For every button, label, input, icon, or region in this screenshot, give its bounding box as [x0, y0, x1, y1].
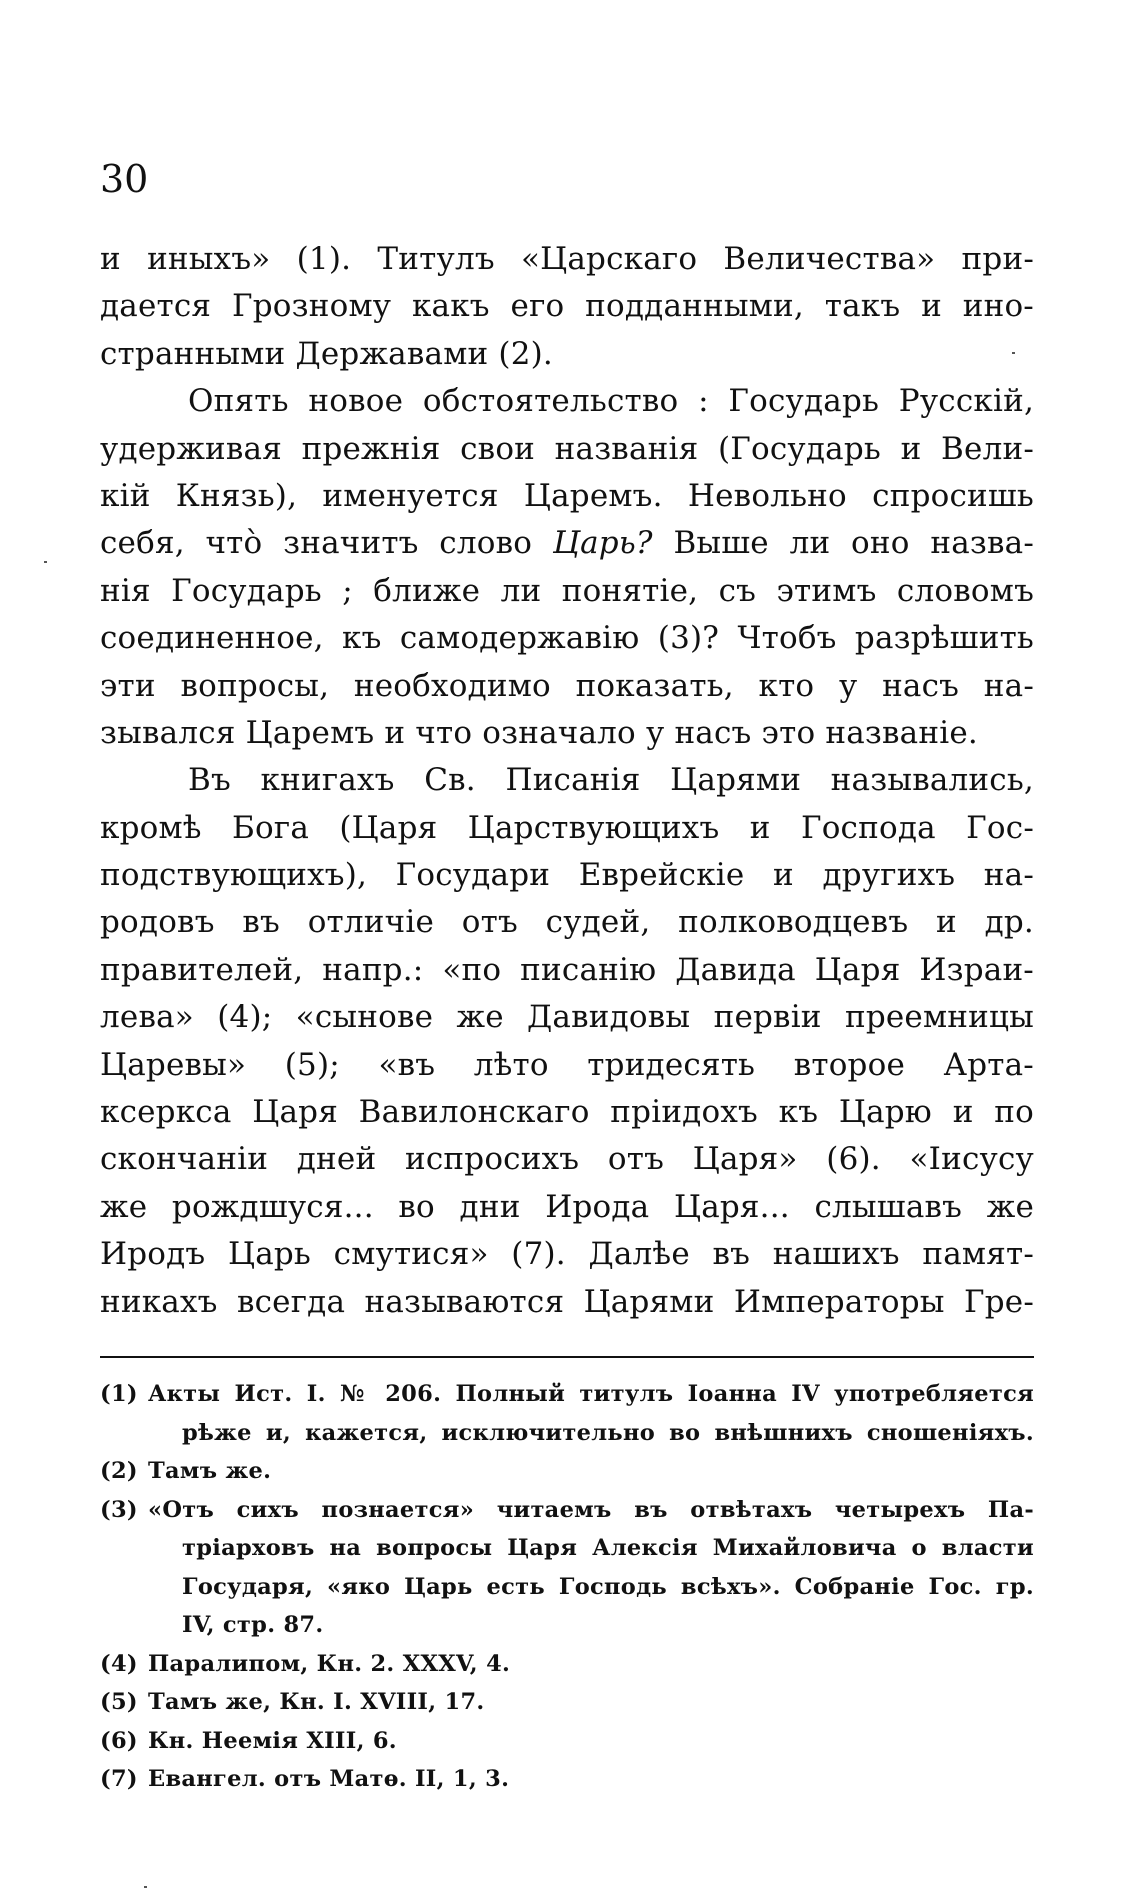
- footnote-text: Тамъ же.: [148, 1458, 272, 1484]
- text-line: странными Державами (2).: [100, 335, 553, 372]
- text-line: кій Князь), именуется Царемъ. Невольно спросишь: [100, 477, 1034, 514]
- italic-word-tsar: Царь?: [552, 525, 653, 562]
- page-number: 30: [100, 157, 149, 201]
- text-line-with-italic: [100, 520, 1034, 567]
- footnote-3: [100, 1491, 1034, 1530]
- footnote-number: (4): [100, 1650, 138, 1677]
- footnote-3-continuation: тріарховъ на вопросы Царя Алексія Михайловича о власти: [182, 1535, 1034, 1561]
- text-line: соединенное, къ самодержавію (3)? Чтобъ разрѣшить: [100, 620, 1034, 657]
- text-line: удерживая прежнія свои названія (Государь и Вели-: [100, 430, 1034, 467]
- text-line: и иныхъ» (1). Титулъ «Царскаго Величества» при-: [100, 241, 1034, 277]
- text-line: Иродъ Царь смутися» (7). Далѣе въ нашихъ памят-: [100, 1236, 1034, 1273]
- text-line: нія Государь ; ближе ли понятіе, съ этимъ словомъ: [100, 572, 1034, 609]
- text-segment: Выше ли оно назва-: [673, 525, 1034, 562]
- text-line: родовъ въ отличіе отъ судей, полководцевъ и др.: [100, 904, 1034, 941]
- text-line: же рождшуся... во дни Ирода Царя... слышавъ же: [100, 1188, 1034, 1225]
- main-text: [100, 236, 1034, 1326]
- text-line: лева» (4); «сынове же Давидовы первіи преемницы: [100, 999, 1034, 1036]
- footnote-2: [100, 1452, 1034, 1491]
- text-line: скончаніи дней испросихъ отъ Царя» (6). «Іисусу: [100, 1141, 1034, 1178]
- text-line: эти вопросы, необходимо показать, кто у насъ на-: [100, 667, 1034, 704]
- text-line: Царевы» (5); «въ лѣто тридесять второе Арта-: [100, 1046, 1034, 1083]
- footnote-6: [100, 1722, 1034, 1761]
- footnotes: [100, 1375, 1034, 1799]
- footnote-divider: [100, 1356, 1034, 1358]
- footnote-number: (5): [100, 1689, 138, 1715]
- text-line: правителей, напр.: «по писанію Давида Царя Израи-: [100, 951, 1034, 988]
- footnote-3-continuation: Государя, «яко Царь есть Господь всѣхъ». Собраніе Гос. гр.: [182, 1573, 1034, 1600]
- footnote-1-continuation: рѣже и, кажется, исключительно во внѣшнихъ сношеніяхъ.: [182, 1419, 1034, 1446]
- footnote-text: Паралипом, Кн. 2. XXXV, 4.: [148, 1650, 511, 1677]
- footnote-text: Тамъ же, Кн. I. XVIII, 17.: [148, 1689, 485, 1715]
- footnote-number: (6): [100, 1727, 138, 1754]
- footnote-text: «Отъ сихъ познается» читаемъ въ отвѣтахъ четырехъ Па-: [148, 1496, 1034, 1523]
- footnote-number: (1): [100, 1381, 138, 1407]
- text-line: никахъ всегда называются Царями Императоры Гре-: [100, 1283, 1034, 1320]
- footnote-7: [100, 1760, 1034, 1799]
- text-line: дается Грозному какъ его подданными, такъ и ино-: [100, 288, 1034, 325]
- text-line: Опять новое обстоятельство : Государь Русскій,: [188, 383, 1034, 420]
- footnote-number: (7): [100, 1766, 138, 1792]
- footnote-number: (3): [100, 1496, 138, 1523]
- text-line: Въ книгахъ Св. Писанія Царями назывались,: [188, 762, 1034, 799]
- text-segment: себя, чтò значитъ слово: [100, 525, 533, 562]
- footnote-number: (2): [100, 1458, 138, 1484]
- scan-speck: [44, 561, 47, 563]
- footnote-4: [100, 1645, 1034, 1684]
- footnote-text: Акты Ист. I. № 206. Полный титулъ Іоанна IV употребляется: [148, 1381, 1034, 1407]
- footnote-3-continuation: IV, стр. 87.: [182, 1612, 324, 1638]
- text-line: кромѣ Бога (Царя Царствующихъ и Господа Гос-: [100, 809, 1034, 846]
- footnote-text: Евангел. отъ Матѳ. II, 1, 3.: [148, 1766, 510, 1792]
- scan-speck: [144, 1886, 147, 1888]
- text-line: подствующихъ), Государи Еврейскіе и другихъ на-: [100, 857, 1034, 894]
- footnote-1: [100, 1375, 1034, 1414]
- footnote-5: [100, 1683, 1034, 1722]
- footnote-text: Кн. Неемія XIII, 6.: [148, 1727, 397, 1754]
- text-line: зывался Царемъ и что означало у насъ это названіе.: [100, 714, 978, 751]
- text-line: ксеркса Царя Вавилонскаго пріидохъ къ Царю и по: [100, 1094, 1034, 1131]
- scan-speck: [1012, 352, 1015, 354]
